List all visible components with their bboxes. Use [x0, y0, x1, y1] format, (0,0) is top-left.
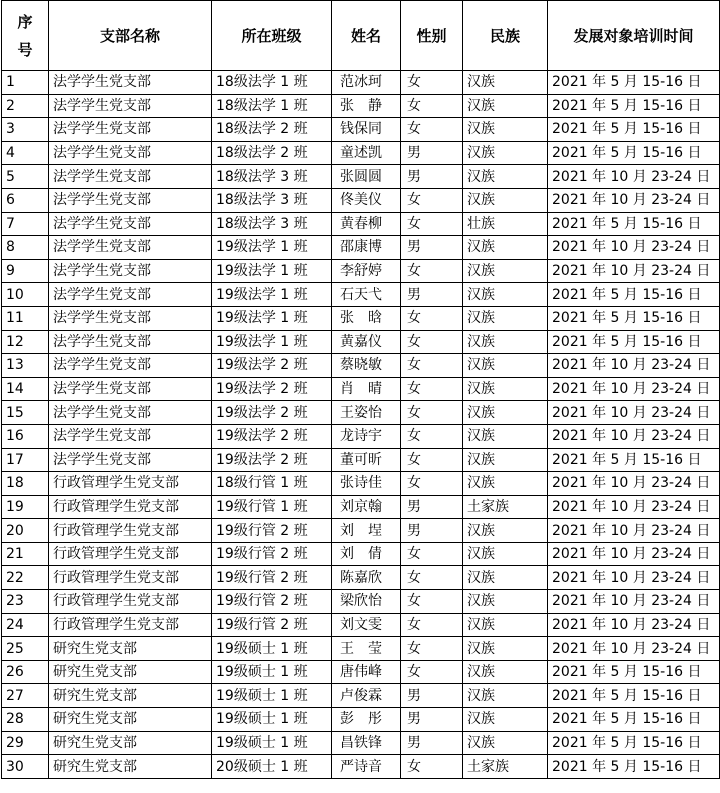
- cell-ethnicity: 汉族: [463, 94, 548, 118]
- cell-class: 18级法学 2 班: [212, 141, 332, 165]
- cell-ethnicity: 汉族: [463, 118, 548, 142]
- cell-branch: 行政管理学生党支部: [49, 542, 212, 566]
- cell-sex: 男: [401, 141, 463, 165]
- cell-sex: 女: [401, 566, 463, 590]
- cell-ethnicity: 汉族: [463, 259, 548, 283]
- cell-sex: 女: [401, 330, 463, 354]
- cell-name: 蔡晓敏: [332, 354, 401, 378]
- cell-ethnicity: 汉族: [463, 401, 548, 425]
- cell-branch: 研究生党支部: [49, 660, 212, 684]
- cell-training-time: 2021 年 10 月 23-24 日: [548, 637, 720, 661]
- cell-branch: 法学学生党支部: [49, 141, 212, 165]
- cell-training-time: 2021 年 5 月 15-16 日: [548, 731, 720, 755]
- table-row: [2, 283, 720, 307]
- cell-sex: 男: [401, 165, 463, 189]
- cell-class: 19级硕士 1 班: [212, 731, 332, 755]
- cell-name: 董可昕: [332, 448, 401, 472]
- table-row: [2, 590, 720, 614]
- cell-seq: 16: [2, 424, 49, 448]
- cell-sex: 女: [401, 401, 463, 425]
- cell-seq: 5: [2, 165, 49, 189]
- cell-name: 彭 彤: [332, 708, 401, 732]
- header-branch: 支部名称: [49, 1, 212, 71]
- header-name: 姓名: [332, 1, 401, 71]
- cell-branch: 法学学生党支部: [49, 424, 212, 448]
- cell-sex: 男: [401, 684, 463, 708]
- header-seq-top: 序: [17, 12, 33, 31]
- cell-name: 范冰珂: [332, 71, 401, 95]
- table-row: [2, 94, 720, 118]
- cell-class: 19级法学 1 班: [212, 283, 332, 307]
- cell-seq: 15: [2, 401, 49, 425]
- cell-name: 严诗音: [332, 755, 401, 779]
- cell-sex: 女: [401, 212, 463, 236]
- cell-ethnicity: 土家族: [463, 755, 548, 779]
- cell-seq: 19: [2, 495, 49, 519]
- table-row: [2, 613, 720, 637]
- cell-class: 19级行管 2 班: [212, 542, 332, 566]
- table-row: [2, 118, 720, 142]
- development-targets-table: [1, 0, 720, 779]
- cell-name: 张 静: [332, 94, 401, 118]
- header-sex: 性别: [401, 1, 463, 71]
- cell-class: 19级行管 2 班: [212, 613, 332, 637]
- cell-training-time: 2021 年 5 月 15-16 日: [548, 71, 720, 95]
- cell-seq: 22: [2, 566, 49, 590]
- cell-class: 19级法学 2 班: [212, 448, 332, 472]
- table-row: [2, 542, 720, 566]
- cell-class: 18级行管 1 班: [212, 472, 332, 496]
- cell-class: 19级行管 2 班: [212, 519, 332, 543]
- cell-class: 19级硕士 1 班: [212, 637, 332, 661]
- cell-class: 19级行管 2 班: [212, 566, 332, 590]
- cell-branch: 研究生党支部: [49, 684, 212, 708]
- cell-training-time: 2021 年 5 月 15-16 日: [548, 212, 720, 236]
- cell-class: 19级法学 1 班: [212, 306, 332, 330]
- cell-branch: 法学学生党支部: [49, 94, 212, 118]
- cell-name: 龙诗宇: [332, 424, 401, 448]
- cell-branch: 行政管理学生党支部: [49, 566, 212, 590]
- cell-seq: 17: [2, 448, 49, 472]
- table-row: [2, 141, 720, 165]
- cell-name: 李舒婷: [332, 259, 401, 283]
- cell-branch: 法学学生党支部: [49, 259, 212, 283]
- cell-name: 陈嘉欣: [332, 566, 401, 590]
- cell-sex: 女: [401, 188, 463, 212]
- cell-branch: 法学学生党支部: [49, 377, 212, 401]
- cell-branch: 法学学生党支部: [49, 306, 212, 330]
- cell-class: 18级法学 3 班: [212, 165, 332, 189]
- cell-name: 肖 晴: [332, 377, 401, 401]
- cell-ethnicity: 汉族: [463, 306, 548, 330]
- cell-class: 18级法学 1 班: [212, 94, 332, 118]
- cell-training-time: 2021 年 10 月 23-24 日: [548, 542, 720, 566]
- table-row: [2, 519, 720, 543]
- cell-name: 童述凯: [332, 141, 401, 165]
- cell-ethnicity: 汉族: [463, 731, 548, 755]
- cell-name: 钱保同: [332, 118, 401, 142]
- cell-seq: 28: [2, 708, 49, 732]
- table-row: [2, 495, 720, 519]
- cell-branch: 行政管理学生党支部: [49, 472, 212, 496]
- cell-training-time: 2021 年 5 月 15-16 日: [548, 660, 720, 684]
- cell-name: 昌铁锋: [332, 731, 401, 755]
- cell-branch: 法学学生党支部: [49, 165, 212, 189]
- cell-training-time: 2021 年 5 月 15-16 日: [548, 708, 720, 732]
- cell-ethnicity: 汉族: [463, 708, 548, 732]
- cell-name: 邵康博: [332, 236, 401, 260]
- cell-seq: 18: [2, 472, 49, 496]
- cell-seq: 7: [2, 212, 49, 236]
- cell-branch: 法学学生党支部: [49, 283, 212, 307]
- cell-seq: 12: [2, 330, 49, 354]
- cell-seq: 26: [2, 660, 49, 684]
- header-training-time: 发展对象培训时间: [548, 1, 720, 71]
- table-row: [2, 566, 720, 590]
- cell-training-time: 2021 年 5 月 15-16 日: [548, 448, 720, 472]
- cell-training-time: 2021 年 5 月 15-16 日: [548, 283, 720, 307]
- cell-seq: 14: [2, 377, 49, 401]
- cell-ethnicity: 汉族: [463, 424, 548, 448]
- cell-training-time: 2021 年 10 月 23-24 日: [548, 590, 720, 614]
- cell-branch: 研究生党支部: [49, 637, 212, 661]
- cell-name: 王 莹: [332, 637, 401, 661]
- cell-sex: 女: [401, 660, 463, 684]
- table-row: [2, 236, 720, 260]
- cell-sex: 女: [401, 94, 463, 118]
- cell-branch: 行政管理学生党支部: [49, 613, 212, 637]
- table-row: [2, 472, 720, 496]
- cell-seq: 9: [2, 259, 49, 283]
- cell-seq: 25: [2, 637, 49, 661]
- cell-branch: 法学学生党支部: [49, 188, 212, 212]
- cell-sex: 女: [401, 71, 463, 95]
- cell-name: 张圆圆: [332, 165, 401, 189]
- table-row: [2, 708, 720, 732]
- header-seq-bottom: 号: [17, 40, 33, 59]
- cell-training-time: 2021 年 10 月 23-24 日: [548, 354, 720, 378]
- header-row: [2, 1, 720, 71]
- cell-training-time: 2021 年 10 月 23-24 日: [548, 401, 720, 425]
- cell-sex: 男: [401, 731, 463, 755]
- table-row: [2, 637, 720, 661]
- table-row: [2, 71, 720, 95]
- cell-class: 20级硕士 1 班: [212, 755, 332, 779]
- cell-training-time: 2021 年 5 月 15-16 日: [548, 684, 720, 708]
- cell-name: 佟美仪: [332, 188, 401, 212]
- cell-ethnicity: 汉族: [463, 590, 548, 614]
- cell-training-time: 2021 年 10 月 23-24 日: [548, 613, 720, 637]
- cell-ethnicity: 汉族: [463, 283, 548, 307]
- cell-sex: 女: [401, 424, 463, 448]
- cell-branch: 研究生党支部: [49, 755, 212, 779]
- cell-branch: 法学学生党支部: [49, 354, 212, 378]
- cell-class: 19级法学 1 班: [212, 259, 332, 283]
- table-row: [2, 259, 720, 283]
- table-row: [2, 330, 720, 354]
- cell-name: 刘 埕: [332, 519, 401, 543]
- cell-ethnicity: 汉族: [463, 448, 548, 472]
- cell-sex: 女: [401, 755, 463, 779]
- cell-ethnicity: 汉族: [463, 236, 548, 260]
- cell-branch: 法学学生党支部: [49, 118, 212, 142]
- table-row: [2, 401, 720, 425]
- cell-seq: 4: [2, 141, 49, 165]
- header-ethnicity: 民族: [463, 1, 548, 71]
- cell-seq: 8: [2, 236, 49, 260]
- cell-sex: 女: [401, 259, 463, 283]
- cell-branch: 法学学生党支部: [49, 330, 212, 354]
- cell-training-time: 2021 年 10 月 23-24 日: [548, 424, 720, 448]
- cell-sex: 女: [401, 306, 463, 330]
- cell-ethnicity: 汉族: [463, 613, 548, 637]
- cell-branch: 法学学生党支部: [49, 448, 212, 472]
- cell-training-time: 2021 年 10 月 23-24 日: [548, 566, 720, 590]
- cell-name: 梁欣怡: [332, 590, 401, 614]
- table-row: [2, 660, 720, 684]
- cell-training-time: 2021 年 5 月 15-16 日: [548, 141, 720, 165]
- cell-ethnicity: 汉族: [463, 519, 548, 543]
- cell-name: 卢俊霖: [332, 684, 401, 708]
- cell-sex: 男: [401, 236, 463, 260]
- cell-class: 19级行管 1 班: [212, 495, 332, 519]
- cell-branch: 行政管理学生党支部: [49, 590, 212, 614]
- cell-sex: 男: [401, 708, 463, 732]
- cell-name: 黄春柳: [332, 212, 401, 236]
- cell-class: 19级法学 1 班: [212, 330, 332, 354]
- cell-branch: 行政管理学生党支部: [49, 495, 212, 519]
- cell-training-time: 2021 年 5 月 15-16 日: [548, 755, 720, 779]
- header-seq: [2, 1, 49, 71]
- cell-training-time: 2021 年 10 月 23-24 日: [548, 259, 720, 283]
- table-row: [2, 684, 720, 708]
- table-row: [2, 424, 720, 448]
- cell-seq: 27: [2, 684, 49, 708]
- cell-ethnicity: 汉族: [463, 165, 548, 189]
- cell-seq: 6: [2, 188, 49, 212]
- cell-name: 王姿怡: [332, 401, 401, 425]
- table-row: [2, 212, 720, 236]
- cell-training-time: 2021 年 10 月 23-24 日: [548, 495, 720, 519]
- table-row: [2, 731, 720, 755]
- cell-seq: 20: [2, 519, 49, 543]
- cell-training-time: 2021 年 10 月 23-24 日: [548, 472, 720, 496]
- cell-ethnicity: 汉族: [463, 472, 548, 496]
- header-class: 所在班级: [212, 1, 332, 71]
- cell-seq: 11: [2, 306, 49, 330]
- cell-class: 19级法学 1 班: [212, 236, 332, 260]
- cell-training-time: 2021 年 10 月 23-24 日: [548, 188, 720, 212]
- cell-sex: 女: [401, 613, 463, 637]
- cell-seq: 3: [2, 118, 49, 142]
- cell-sex: 女: [401, 354, 463, 378]
- cell-ethnicity: 汉族: [463, 354, 548, 378]
- cell-training-time: 2021 年 10 月 23-24 日: [548, 377, 720, 401]
- cell-sex: 男: [401, 519, 463, 543]
- cell-branch: 法学学生党支部: [49, 236, 212, 260]
- cell-name: 刘京翰: [332, 495, 401, 519]
- cell-name: 张 晗: [332, 306, 401, 330]
- cell-sex: 女: [401, 542, 463, 566]
- cell-seq: 30: [2, 755, 49, 779]
- cell-class: 19级法学 2 班: [212, 401, 332, 425]
- cell-sex: 女: [401, 637, 463, 661]
- cell-name: 唐伟峰: [332, 660, 401, 684]
- cell-ethnicity: 汉族: [463, 542, 548, 566]
- cell-seq: 23: [2, 590, 49, 614]
- cell-branch: 研究生党支部: [49, 731, 212, 755]
- cell-class: 19级法学 2 班: [212, 377, 332, 401]
- table-row: [2, 755, 720, 779]
- cell-ethnicity: 土家族: [463, 495, 548, 519]
- cell-training-time: 2021 年 10 月 23-24 日: [548, 236, 720, 260]
- cell-seq: 1: [2, 71, 49, 95]
- cell-class: 19级硕士 1 班: [212, 708, 332, 732]
- cell-sex: 女: [401, 472, 463, 496]
- cell-name: 黄嘉仪: [332, 330, 401, 354]
- cell-ethnicity: 汉族: [463, 141, 548, 165]
- cell-training-time: 2021 年 5 月 15-16 日: [548, 330, 720, 354]
- cell-training-time: 2021 年 5 月 15-16 日: [548, 94, 720, 118]
- cell-sex: 女: [401, 377, 463, 401]
- cell-name: 张诗佳: [332, 472, 401, 496]
- cell-ethnicity: 汉族: [463, 660, 548, 684]
- cell-ethnicity: 汉族: [463, 637, 548, 661]
- cell-class: 19级硕士 1 班: [212, 660, 332, 684]
- table-row: [2, 354, 720, 378]
- cell-seq: 24: [2, 613, 49, 637]
- cell-ethnicity: 汉族: [463, 188, 548, 212]
- cell-class: 18级法学 3 班: [212, 212, 332, 236]
- cell-class: 19级硕士 1 班: [212, 684, 332, 708]
- cell-class: 19级行管 2 班: [212, 590, 332, 614]
- cell-class: 18级法学 2 班: [212, 118, 332, 142]
- cell-branch: 研究生党支部: [49, 708, 212, 732]
- cell-branch: 法学学生党支部: [49, 71, 212, 95]
- cell-training-time: 2021 年 10 月 23-24 日: [548, 165, 720, 189]
- cell-ethnicity: 汉族: [463, 71, 548, 95]
- table-row: [2, 306, 720, 330]
- cell-seq: 10: [2, 283, 49, 307]
- cell-sex: 男: [401, 283, 463, 307]
- cell-training-time: 2021 年 5 月 15-16 日: [548, 306, 720, 330]
- table-row: [2, 188, 720, 212]
- table-row: [2, 377, 720, 401]
- cell-branch: 行政管理学生党支部: [49, 519, 212, 543]
- table-row: [2, 165, 720, 189]
- cell-sex: 男: [401, 495, 463, 519]
- cell-sex: 女: [401, 590, 463, 614]
- table-row: [2, 448, 720, 472]
- cell-name: 石天弋: [332, 283, 401, 307]
- cell-branch: 法学学生党支部: [49, 212, 212, 236]
- cell-seq: 21: [2, 542, 49, 566]
- cell-seq: 2: [2, 94, 49, 118]
- cell-training-time: 2021 年 5 月 15-16 日: [548, 118, 720, 142]
- cell-seq: 13: [2, 354, 49, 378]
- cell-class: 19级法学 2 班: [212, 424, 332, 448]
- cell-sex: 女: [401, 448, 463, 472]
- cell-class: 19级法学 2 班: [212, 354, 332, 378]
- cell-sex: 女: [401, 118, 463, 142]
- cell-name: 刘文雯: [332, 613, 401, 637]
- cell-ethnicity: 汉族: [463, 377, 548, 401]
- cell-ethnicity: 汉族: [463, 566, 548, 590]
- cell-ethnicity: 汉族: [463, 684, 548, 708]
- cell-class: 18级法学 1 班: [212, 71, 332, 95]
- cell-name: 刘 倩: [332, 542, 401, 566]
- cell-branch: 法学学生党支部: [49, 401, 212, 425]
- cell-class: 18级法学 3 班: [212, 188, 332, 212]
- cell-ethnicity: 壮族: [463, 212, 548, 236]
- cell-seq: 29: [2, 731, 49, 755]
- cell-ethnicity: 汉族: [463, 330, 548, 354]
- table-body: [2, 71, 720, 779]
- cell-training-time: 2021 年 10 月 23-24 日: [548, 519, 720, 543]
